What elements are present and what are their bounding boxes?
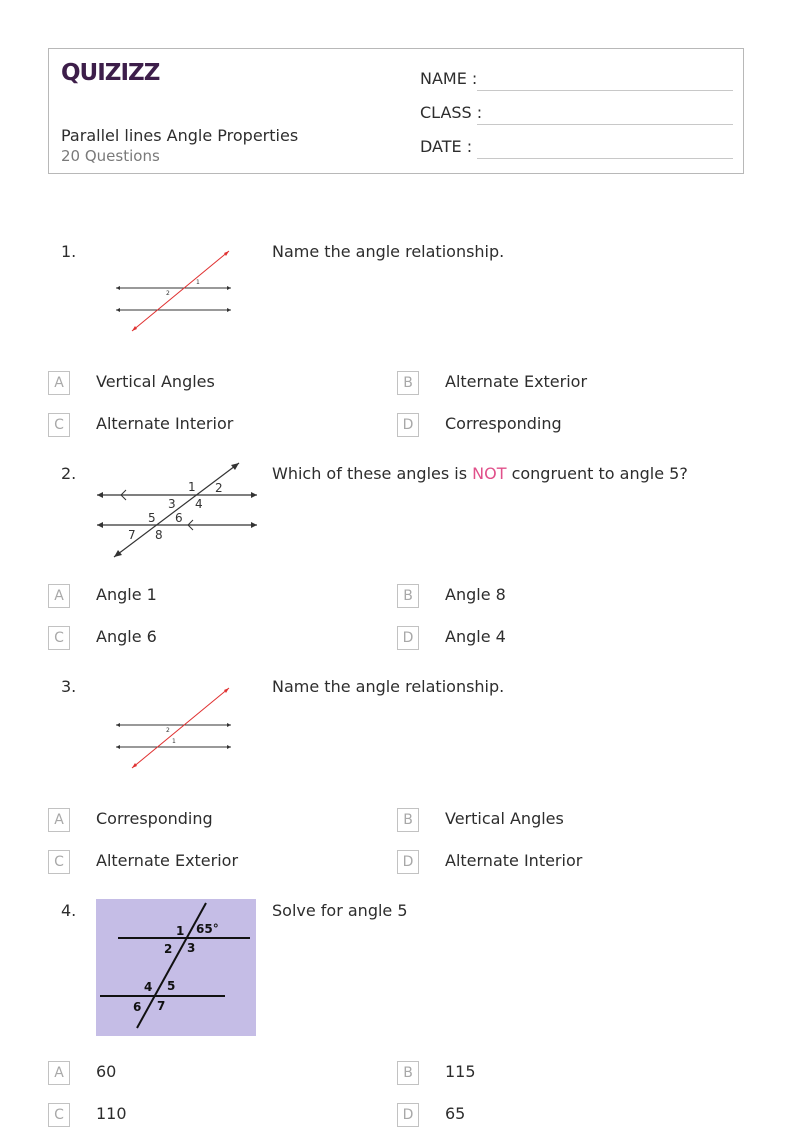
option-text: Angle 1 [96,585,157,604]
diagram-label: 3 [187,941,196,955]
parallel-lines-diagram [110,245,240,337]
option-text: Alternate Interior [96,414,234,433]
option-letter[interactable]: C [48,413,70,437]
diagram-label: 8 [155,528,163,542]
diagram-label: 4 [144,980,153,994]
option-text: Alternate Exterior [96,851,239,870]
diagram-label: 2 [166,727,170,734]
option-text: Corresponding [445,414,562,433]
option-letter[interactable]: D [397,626,419,650]
worksheet-header [48,48,744,174]
option-text: Angle 4 [445,627,506,646]
name-line[interactable] [477,90,733,91]
question-text: Name the angle relationship. [272,677,505,696]
option-text: Angle 6 [96,627,157,646]
option-letter[interactable]: A [48,584,70,608]
diagram-label: 65° [196,922,219,936]
parallel-lines-diagram [110,682,240,774]
diagram-label: 1 [196,279,200,286]
option-text: Vertical Angles [96,372,215,391]
question-text-end: congruent to angle 5? [506,464,688,483]
diagram-label: 2 [215,481,223,495]
svg-text:QUIZIZZ: QUIZIZZ [61,60,160,86]
option-text: 65 [445,1104,466,1123]
diagram-label: 2 [164,942,173,956]
diagram-label: 6 [175,511,183,525]
option-letter[interactable]: A [48,1061,70,1085]
option-letter[interactable]: C [48,626,70,650]
date-field[interactable] [420,135,733,159]
diagram-label: 1 [172,738,176,745]
diagram-label: 2 [166,290,170,297]
diagram-label: 6 [133,1000,142,1014]
question-number: 4. [61,901,77,920]
option-letter[interactable]: B [397,808,419,832]
question-number: 3. [61,677,77,696]
option-text: Vertical Angles [445,809,564,828]
question-text: Solve for angle 5 [272,901,408,920]
option-text: Alternate Exterior [445,372,588,391]
diagram-label: 1 [176,924,185,938]
diagram-label: 4 [195,497,203,511]
option-letter[interactable]: B [397,1061,419,1085]
option-letter[interactable]: D [397,850,419,874]
date-label: DATE : [420,137,473,156]
diagram-label: 7 [128,528,136,542]
question-number: 2. [61,464,77,483]
option-letter[interactable]: B [397,584,419,608]
question-number: 1. [61,242,77,261]
option-letter[interactable]: B [397,371,419,395]
option-text: Angle 8 [445,585,506,604]
eight-angle-diagram [94,460,260,562]
option-letter[interactable]: A [48,808,70,832]
class-field[interactable] [420,101,733,125]
worksheet-title: Parallel lines Angle Properties [61,126,299,145]
highlighted-word: NOT [472,464,507,483]
option-text: Corresponding [96,809,213,828]
option-letter[interactable]: A [48,371,70,395]
date-line[interactable] [477,158,733,159]
option-letter[interactable]: D [397,1103,419,1127]
name-field[interactable] [420,67,733,91]
class-label: CLASS : [420,103,483,122]
option-letter[interactable]: C [48,850,70,874]
question-text: Name the angle relationship. [272,242,505,261]
quizizz-logo [61,57,161,87]
option-text: 110 [96,1104,127,1123]
diagram-label: 3 [168,497,176,511]
class-line[interactable] [477,124,733,125]
angle-solve-diagram [96,899,256,1036]
question-text-start: Which of these angles is [272,464,473,483]
option-letter[interactable]: C [48,1103,70,1127]
name-label: NAME : [420,69,478,88]
option-text: 115 [445,1062,476,1081]
question-count: 20 Questions [61,147,160,165]
diagram-label: 5 [148,511,156,525]
question-text [272,464,688,483]
diagram-label: 7 [157,999,166,1013]
diagram-label: 1 [188,480,196,494]
diagram-label: 5 [167,979,176,993]
option-letter[interactable]: D [397,413,419,437]
option-text: 60 [96,1062,117,1081]
option-text: Alternate Interior [445,851,583,870]
